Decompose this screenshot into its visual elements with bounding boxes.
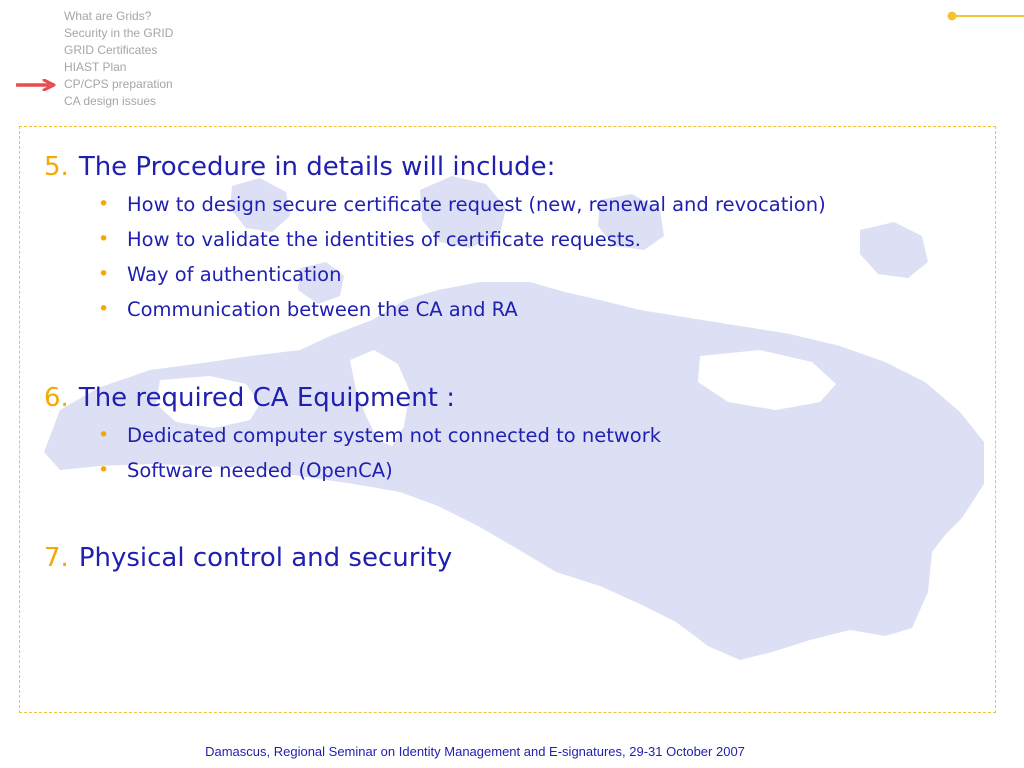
bullet-text: Communication between the CA and RA: [127, 298, 518, 321]
section-7: [44, 542, 452, 574]
section-5: [44, 151, 826, 327]
list-item: [44, 292, 826, 327]
bullet-list: [44, 187, 826, 327]
list-item: [44, 222, 826, 257]
section-title: The Procedure in details will include:: [78, 152, 556, 182]
nav-item-grid-certificates[interactable]: GRID Certificates: [64, 43, 158, 57]
bullet-text: Way of authentication: [127, 263, 342, 286]
bullet-dot: •: [98, 228, 110, 250]
bullet-text: How to validate the identities of certificate requests.: [127, 228, 641, 251]
slide-footer: Damascus, Regional Seminar on Identity Management and E-signatures, 29-31 October 2007: [205, 744, 745, 759]
bullet-text: How to design secure certificate request (new, renewal and revocation): [127, 193, 826, 216]
bullet-dot: •: [98, 424, 110, 446]
section-6-heading: [44, 382, 661, 414]
section-number: 7.: [44, 543, 69, 573]
list-item: [44, 187, 826, 222]
bullet-dot: •: [98, 459, 110, 481]
section-5-heading: [44, 151, 826, 183]
nav-item-hiast-plan[interactable]: HIAST Plan: [64, 60, 127, 74]
list-item: [44, 257, 826, 292]
section-title: Physical control and security: [78, 543, 453, 573]
section-number: 6.: [44, 383, 69, 413]
section-6: [44, 382, 661, 488]
bullet-dot: •: [98, 263, 110, 285]
list-item: [44, 418, 661, 453]
bullet-text: Dedicated computer system not connected to network: [127, 424, 662, 447]
bullet-list: [44, 418, 661, 488]
bullet-dot: •: [98, 193, 110, 215]
nav-item-ca-design-issues[interactable]: CA design issues: [64, 94, 157, 108]
list-item: [44, 453, 661, 488]
section-7-heading: [44, 542, 452, 574]
section-title: The required CA Equipment :: [78, 383, 455, 413]
nav-item-cp-cps-preparation[interactable]: CP/CPS preparation: [64, 77, 173, 91]
bullet-text: Software needed (OpenCA): [127, 459, 393, 482]
section-number: 5.: [44, 152, 69, 182]
bullet-dot: •: [98, 298, 110, 320]
nav-item-security-in-the-grid[interactable]: Security in the GRID: [64, 26, 174, 40]
nav-item-what-are-grids[interactable]: What are Grids?: [64, 9, 152, 23]
